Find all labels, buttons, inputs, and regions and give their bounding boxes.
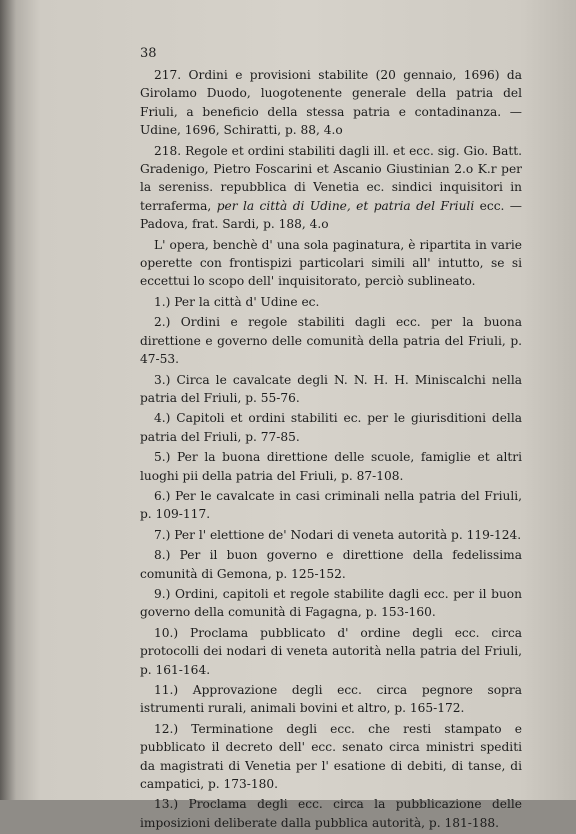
entry-218-text: 218. Regole et ordini stabiliti dagli ill. et ecc. sig. Gio. Batt. Gradenigo, Pietro Foscarini et Ascanio Giustinian 2.o K.r per la sereniss. repubblica di Venetia ec. sindici inquisitori in terraferma,: [140, 143, 522, 213]
list-item: 4.) Capitoli et ordini stabiliti ec. per le giurisditioni della patria del Friuli, p. 77-85.: [140, 411, 522, 444]
list-item: 12.) Terminatione degli ecc. che resti stampato e pubblicato il decreto dell' ecc. senato circa ministri spediti da magistrati di Venetia per l' esatione di debiti, di tanse, di campatici, p. 173-180.: [140, 721, 522, 792]
list-item: 11.) Approvazione degli ecc. circa pegnore sopra istrumenti rurali, animali bovini et altro, p. 165-172.: [140, 683, 522, 716]
entry-218-tail: ecc. — Padova, frat. Sardi, p. 188, 4.o: [140, 198, 522, 232]
entry-217: 217. Ordini e provisioni stabilite (20 gennaio, 1696) da Girolamo Duodo, luogotenente generale della patria del Friuli, a beneficio della stessa patria e contadinanza. — Udine, 1696, Schiratti, p. 88, 4.o: [140, 68, 522, 138]
list-item: 9.) Ordini, capitoli et regole stabilite dagli ecc. per il buon governo della comunità di Fagagna, p. 153-160.: [140, 586, 522, 620]
list-item: 3.) Circa le cavalcate degli N. N. H. H. Miniscalchi nella patria del Friuli, p. 55-76.: [140, 372, 522, 405]
list-item: 13.) Proclama degli ecc. circa la pubblicazione delle imposizioni deliberate dalla pubblica autorità, p. 181-188.: [140, 797, 522, 830]
list-item: 2.) Ordini e regole stabiliti dagli ecc. per la buona direttione e governo delle comunità della patria del Friuli, p. 47-53.: [140, 315, 522, 367]
page-body: [140, 66, 522, 834]
list-item: 6.) Per le cavalcate in casi criminali nella patria del Friuli, p. 109-117.: [140, 488, 522, 522]
list-item: 10.) Proclama pubblicato d' ordine degli ecc. circa protocolli dei nodari di veneta autorità nella patria del Friuli, p. 161-164.: [140, 625, 522, 677]
entry-218: [140, 142, 522, 234]
note-paragraph: L' opera, benchè d' una sola paginatura, è ripartita in varie operette con frontispizi particolari simili all' intutto, se si eccettui lo scopo dell' inquisitorato, perciò sublineato.: [140, 237, 522, 289]
entry-218-italic: per la città di Udine, et patria del Friuli: [216, 198, 475, 213]
page-number: 38: [140, 46, 157, 61]
list-item: 8.) Per il buon governo e direttione della fedelissima comunità di Gemona, p. 125-152.: [140, 548, 522, 581]
list-item: 1.) Per la città d' Udine ec.: [154, 294, 320, 309]
list-item: 5.) Per la buona direttione delle scuole, famiglie et altri luoghi pii della patria del Friuli, p. 87-108.: [140, 450, 522, 483]
list-item: 7.) Per l' elettione de' Nodari di veneta autorità p. 119-124.: [154, 527, 522, 542]
